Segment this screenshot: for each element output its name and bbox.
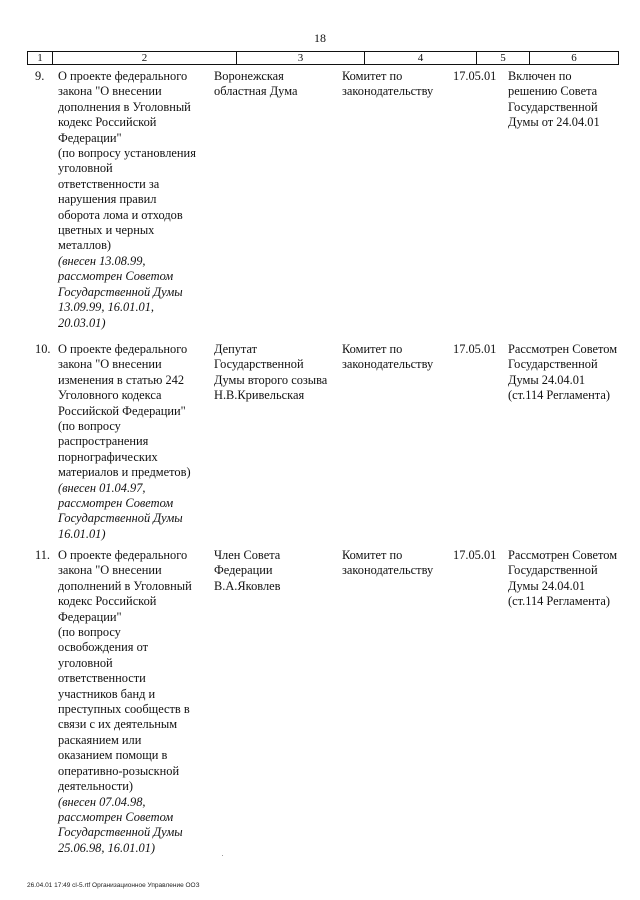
responsible-committee (342, 548, 452, 579)
bill-history-note-line: (внесен 01.04.97, (58, 480, 146, 495)
bill-title-line: деятельности) (58, 779, 134, 794)
bill-title-line: уголовной (58, 655, 113, 670)
bill-history-note-line: Государственной Думы (58, 825, 183, 840)
bill-title-line: металлов) (58, 238, 112, 253)
bill-title-line: (по вопросу установления (58, 146, 196, 161)
page-footer: 26.04.01 17:49 cl-5.rtf Организационное Управление ООЗ (27, 882, 200, 889)
council-decision-line: Государственной (508, 99, 598, 114)
council-decision (508, 69, 623, 131)
bill-author-line: Думы второго созыва (214, 372, 328, 387)
bill-title-line: освобождения от (58, 640, 149, 655)
responsible-committee (342, 69, 452, 100)
bill-title-line: оперативно-розыскной (58, 763, 180, 778)
bill-history-note-line: Государственной Думы (58, 511, 183, 526)
bill-number: 10. (35, 342, 51, 356)
bill-title-line: О проекте федерального (58, 548, 188, 562)
bill-title-line: закона "О внесении (58, 84, 162, 99)
bill-title-line: кодекс Российской (58, 594, 157, 609)
column-header-1: 1 (28, 52, 53, 64)
bill-author (214, 548, 338, 594)
council-decision-line: Думы 24.04.01 (508, 372, 586, 387)
council-decision-line: решению Совета (508, 84, 598, 99)
responsible-committee-line: Комитет по (342, 69, 403, 83)
bill-author-line: Федерации (214, 563, 273, 578)
bill-title-line: Федерации" (58, 130, 122, 145)
consideration-date: 17.05.01 (453, 342, 497, 356)
bill-author-line: Государственной (214, 357, 304, 372)
bill-title-line: оборота лома и отходов (58, 207, 183, 222)
bill-title-line: ответственности за (58, 176, 160, 191)
council-decision-line: (ст.114 Регламента) (508, 388, 610, 403)
column-header-2: 2 (53, 52, 237, 64)
bill-history-note-line: 13.09.99, 16.01.01, (58, 300, 155, 315)
responsible-committee-line: Комитет по (342, 548, 403, 562)
council-decision-line: Думы 24.04.01 (508, 578, 586, 593)
bill-title (58, 548, 234, 856)
council-decision-line: Рассмотрен Советом (508, 548, 618, 562)
column-number-header (27, 51, 619, 65)
bill-history-note-line: 25.06.98, 16.01.01) (58, 840, 156, 855)
bill-title-line: ответственности (58, 671, 146, 686)
bill-title-line: цветных и черных (58, 223, 155, 238)
bill-title-line: (по вопросу (58, 625, 121, 640)
bill-title-line: О проекте федерального (58, 69, 188, 83)
bill-history-note-line: 20.03.01) (58, 315, 106, 330)
bill-title-line: Уголовного кодекса (58, 388, 162, 403)
column-header-5: 5 (477, 52, 530, 64)
bill-history-note-line: рассмотрен Советом (58, 269, 174, 284)
responsible-committee-line: Комитет по (342, 342, 403, 356)
column-header-4: 4 (365, 52, 477, 64)
bill-history-note-line: (внесен 13.08.99, (58, 253, 146, 268)
responsible-committee-line: законодательству (342, 357, 434, 372)
bill-history-note-line: 16.01.01) (58, 526, 106, 541)
bill-title-line: раскаянием или (58, 732, 142, 747)
council-decision (508, 342, 623, 404)
council-decision-line: Думы от 24.04.01 (508, 115, 600, 130)
column-header-3: 3 (237, 52, 365, 64)
bill-title-line: преступных сообществ в (58, 702, 190, 717)
bill-title-line: распространения (58, 434, 149, 449)
bill-history-note-line: рассмотрен Советом (58, 496, 174, 511)
bill-title-line: уголовной (58, 161, 113, 176)
column-header-6: 6 (571, 52, 577, 64)
bill-author-line: Депутат (214, 342, 258, 356)
council-decision (508, 548, 623, 610)
bill-title-line: О проекте федерального (58, 342, 188, 356)
responsible-committee (342, 342, 452, 373)
bill-title-line: дополнения в Уголовный (58, 99, 191, 114)
responsible-committee-line: законодательству (342, 563, 434, 578)
bill-author-line: В.А.Яковлев (214, 578, 281, 593)
consideration-date: 17.05.01 (453, 69, 497, 83)
council-decision-line: Рассмотрен Советом (508, 342, 618, 356)
bill-author (214, 342, 338, 404)
council-decision-line: Государственной (508, 357, 598, 372)
bill-title-line: нарушения правил (58, 192, 157, 207)
bill-history-note-line: рассмотрен Советом (58, 809, 174, 824)
bill-history-note-line: (внесен 07.04.98, (58, 794, 146, 809)
bill-history-note-line: Государственной Думы (58, 284, 183, 299)
scan-speck (222, 855, 223, 856)
bill-title-line: Российской Федерации" (58, 403, 186, 418)
bill-number: 9. (35, 69, 45, 83)
bill-number: 11. (35, 548, 51, 562)
consideration-date: 17.05.01 (453, 548, 497, 562)
bill-title-line: материалов и предметов) (58, 465, 191, 480)
bill-title-line: связи с их деятельным (58, 717, 178, 732)
bill-title-line: участников банд и (58, 686, 156, 701)
bill-title-line: кодекс Российской (58, 115, 157, 130)
bill-title-line: (по вопросу (58, 419, 121, 434)
bill-title-line: Федерации" (58, 609, 122, 624)
bill-title-line: закона "О внесении (58, 357, 162, 372)
responsible-committee-line: законодательству (342, 84, 434, 99)
bill-title (58, 342, 234, 542)
bill-author-line: Н.В.Кривельская (214, 388, 305, 403)
bill-author (214, 69, 338, 100)
bill-author-line: Член Совета (214, 548, 281, 562)
bill-title-line: оказанием помощи в (58, 748, 168, 763)
bill-title (58, 69, 234, 331)
bill-title-line: закона "О внесении (58, 563, 162, 578)
bill-title-line: порнографических (58, 449, 158, 464)
bill-title-line: дополнений в Уголовный (58, 578, 192, 593)
council-decision-line: Включен по (508, 69, 572, 83)
bill-author-line: областная Дума (214, 84, 298, 99)
council-decision-line: (ст.114 Регламента) (508, 594, 610, 609)
page-number: 18 (314, 31, 326, 45)
bill-title-line: изменения в статью 242 (58, 372, 185, 387)
bill-author-line: Воронежская (214, 69, 284, 83)
council-decision-line: Государственной (508, 563, 598, 578)
